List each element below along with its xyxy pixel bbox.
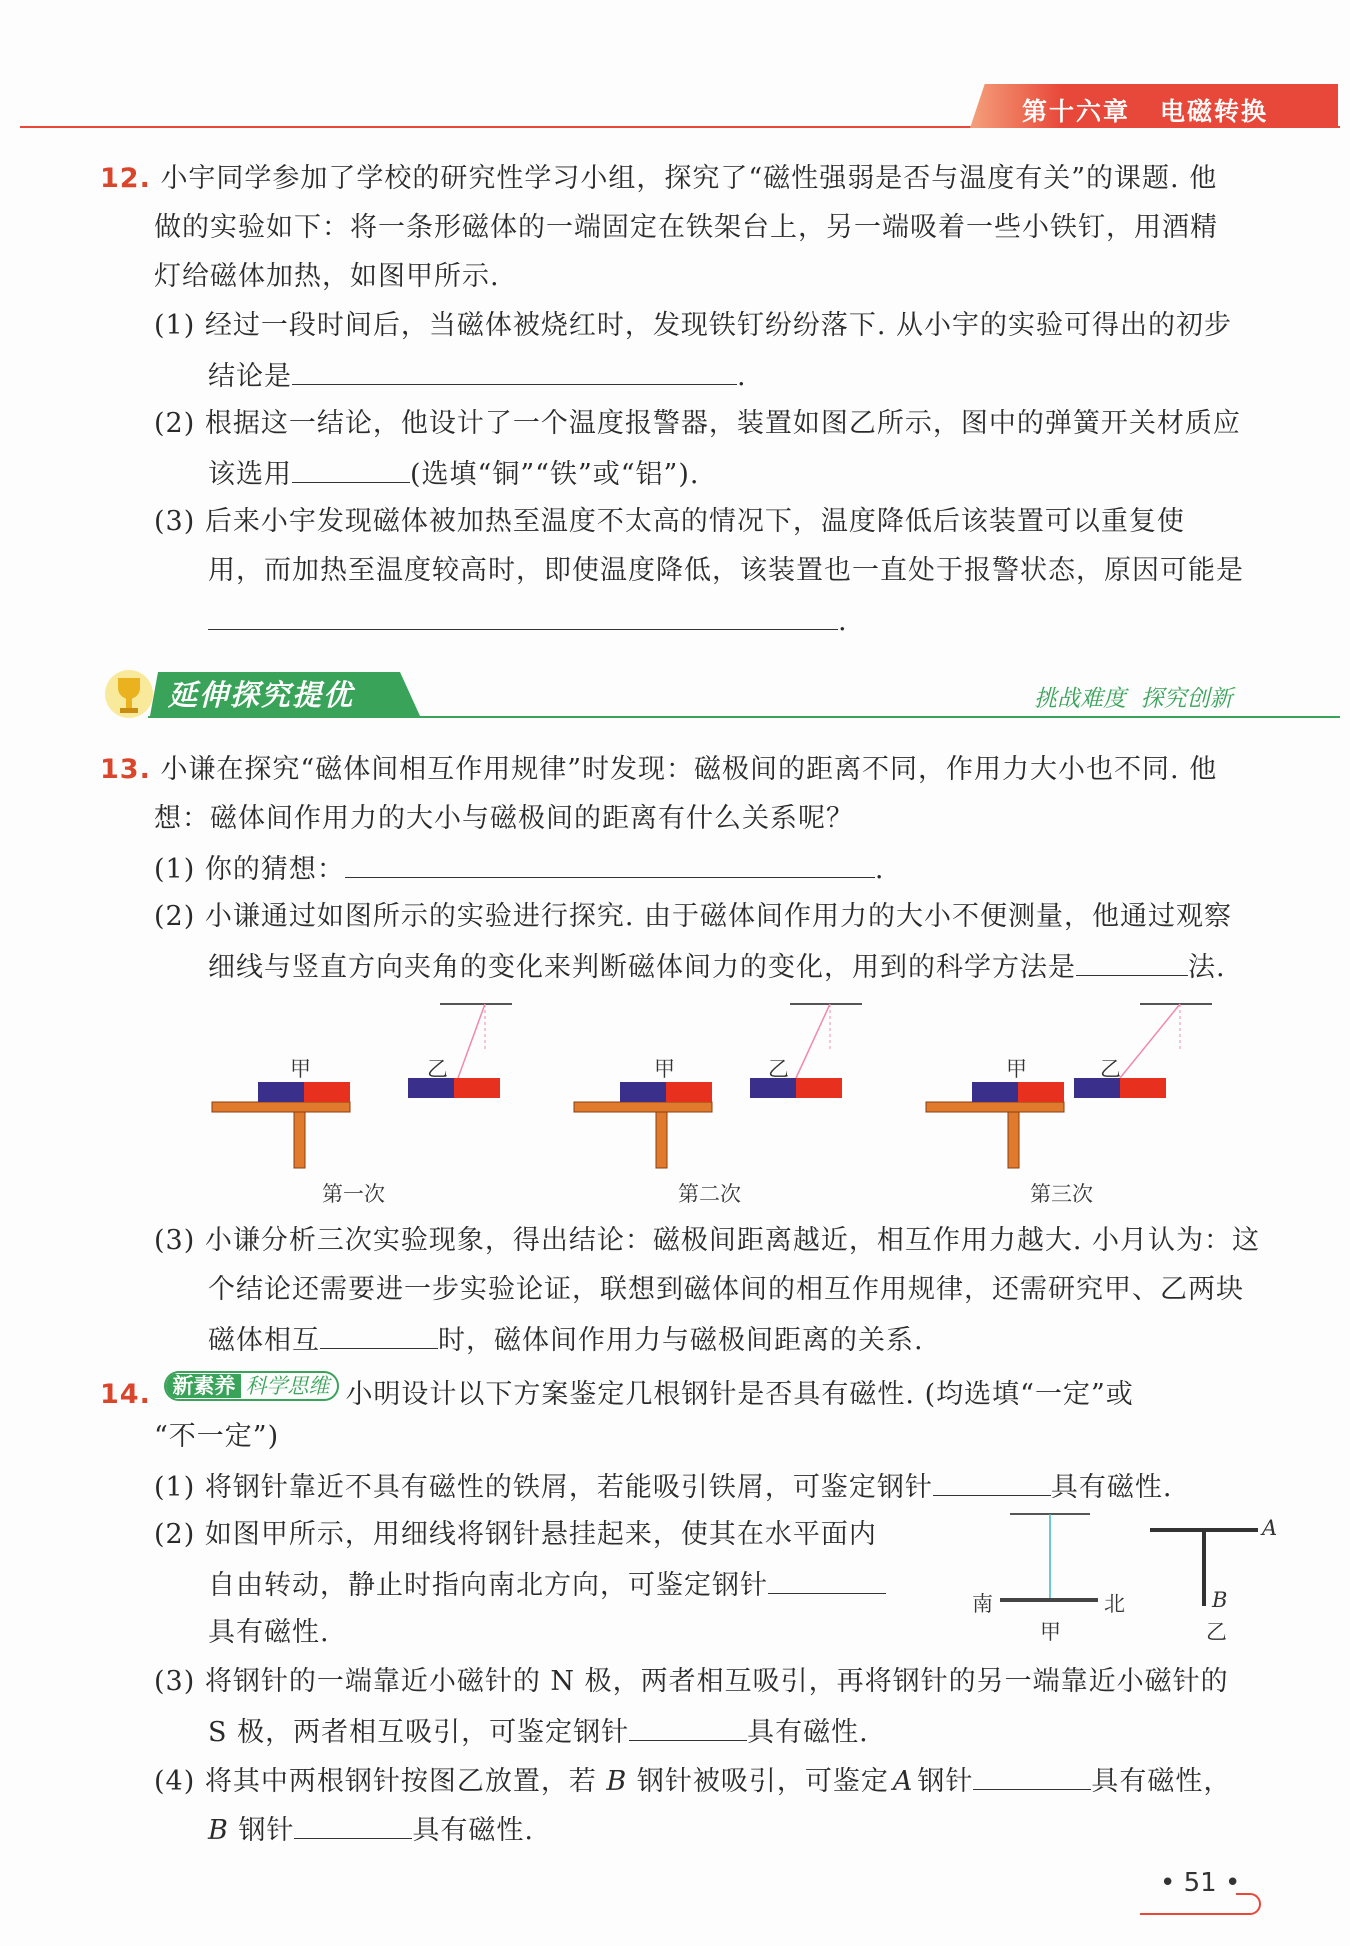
q14-p4-line2: B 钢针 具有磁性. (208, 1812, 534, 1848)
q14-p1: (1) 将钢针靠近不具有磁性的铁屑，若能吸引铁屑，可鉴定钢针 具有磁性. (154, 1469, 1172, 1505)
page-number-underline (1140, 1880, 1280, 1920)
trial-1-apparatus (212, 1004, 512, 1168)
q14-line1: 14. 新素养 科学思维 小明设计以下方案鉴定几根钢针是否具有磁性. (均选填“一定”或 (100, 1371, 1134, 1412)
q13-answer-1[interactable] (345, 851, 875, 878)
trial-3-caption: 第三次 (1030, 1182, 1093, 1206)
q14-answer-5[interactable] (294, 1812, 412, 1839)
fig-jia-label: 甲 (1040, 1620, 1061, 1644)
q14-p2-line1: (2) 如图甲所示，用细线将钢针悬挂起来，使其在水平面内 (154, 1519, 877, 1550)
q12-line2: 做的实验如下：将一条形磁体的一端固定在铁架台上，另一端吸着一些小铁钉，用酒精 (154, 212, 1218, 243)
north-label: 北 (1104, 1592, 1125, 1616)
section-title: 延伸探究提优 (168, 678, 355, 712)
q13-number: 13. (100, 754, 151, 785)
suspended-needle (1000, 1514, 1098, 1600)
needle-b-label: B (1212, 1588, 1228, 1612)
q12-p2-line1: (2) 根据这一结论，他设计了一个温度报警器，装置如图乙所示，图中的弹簧开关材质应 (154, 408, 1241, 439)
q13-p3-line2: 个结论还需要进一步实验论证，联想到磁体间的相互作用规律，还需研究甲、乙两块 (208, 1274, 1244, 1305)
q12-p1-line1: (1) 经过一段时间后，当磁体被烧红时，发现铁钉纷纷落下. 从小宇的实验可得出的初步 (154, 310, 1232, 341)
q14-line2: “不一定”) (154, 1421, 280, 1452)
q12-p2-line2: 该选用 (选填“铜”“铁”或“铝”). (208, 456, 699, 492)
q13-line2: 想：磁体间作用力的大小与磁极间的距离有什么关系呢？ (154, 803, 854, 834)
q14-answer-2[interactable] (768, 1567, 886, 1594)
q12-p1-line2: 结论是 . (208, 358, 747, 394)
page-number: • 51 • (1160, 1868, 1241, 1898)
q13-answer-2[interactable] (1076, 949, 1188, 976)
trophy-icon (105, 670, 153, 718)
q12-answer-2[interactable] (292, 456, 410, 483)
needle-a-label: A (1262, 1516, 1278, 1540)
q14-answer-3[interactable] (629, 1714, 747, 1741)
trial-3-apparatus (926, 1004, 1212, 1168)
header-chapter: 第十六章 (1022, 97, 1131, 126)
q13-answer-3[interactable] (320, 1322, 438, 1349)
trial-2-apparatus (574, 1004, 862, 1168)
header-title: 电磁转换 (1160, 97, 1269, 126)
t-needles (1150, 1530, 1258, 1606)
trial-1-jia-label: 甲 (290, 1057, 311, 1081)
q14-p3-line1: (3) 将钢针的一端靠近小磁针的 N 极，两者相互吸引，再将钢针的另一端靠近小磁针的 (154, 1666, 1229, 1697)
trial-2-yi-label: 乙 (768, 1057, 789, 1081)
fig-yi-label: 乙 (1206, 1620, 1227, 1644)
q12-number: 12. (100, 163, 151, 194)
q12-p3-line3: . (208, 603, 848, 639)
q13-p2-line1: (2) 小谦通过如图所示的实验进行探究. 由于磁体间作用力的大小不便测量，他通过观察 (154, 901, 1232, 932)
q14-number: 14. (100, 1379, 151, 1410)
q13-p3-line3: 磁体相互 时，磁体间作用力与磁极间距离的关系. (208, 1322, 924, 1358)
q13-p1: (1) 你的猜想： . (154, 851, 884, 887)
section-tagline: 挑战难度 探究创新 (1034, 686, 1233, 712)
q13-p2-line2: 细线与竖直方向夹角的变化来判断磁体间力的变化，用到的科学方法是 法. (208, 949, 1226, 985)
q12-answer-1[interactable] (292, 358, 737, 385)
q14-p2-line2: 自由转动，静止时指向南北方向，可鉴定钢针 (208, 1567, 886, 1603)
q12-answer-3[interactable] (208, 603, 838, 630)
trial-2-jia-label: 甲 (654, 1057, 675, 1081)
q14-badge: 新素养 科学思维 (164, 1371, 339, 1401)
trial-1-yi-label: 乙 (427, 1057, 448, 1081)
south-label: 南 (972, 1592, 993, 1616)
q14-p2-line3: 具有磁性. (208, 1617, 330, 1648)
q13-p3-line1: (3) 小谦分析三次实验现象，得出结论：磁极间距离越近，相互作用力越大. 小月认为：这 (154, 1225, 1260, 1256)
q13-line1: 13. 小谦在探究“磁体间相互作用规律”时发现：磁极间的距离不同，作用力大小也不同. 他 (100, 754, 1218, 785)
q12-p3-line1: (3) 后来小宇发现磁体被加热至温度不太高的情况下，温度降低后该装置可以重复使 (154, 506, 1185, 537)
q14-answer-1[interactable] (933, 1469, 1051, 1496)
q14-p4-line1: (4) 将其中两根钢针按图乙放置，若 B 钢针被吸引，可鉴定 A 钢针 具有磁性， (154, 1763, 1231, 1799)
q14-p3-line2: S 极，两者相互吸引，可鉴定钢针 具有磁性. (208, 1714, 869, 1750)
trial-2-caption: 第二次 (678, 1182, 741, 1206)
trial-1-caption: 第一次 (322, 1182, 385, 1206)
q12-line1: 12. 小宇同学参加了学校的研究性学习小组，探究了“磁性强弱是否与温度有关”的课题. 他 (100, 163, 1218, 194)
q12-p3-line2: 用，而加热至温度较高时，即使温度降低，该装置也一直处于报警状态，原因可能是 (208, 555, 1244, 586)
trial-3-yi-label: 乙 (1100, 1057, 1121, 1081)
q14-answer-4[interactable] (973, 1763, 1091, 1790)
q12-line3: 灯给磁体加热，如图甲所示. (154, 261, 500, 292)
q13-figure (200, 990, 1220, 1210)
trial-3-jia-label: 甲 (1006, 1057, 1027, 1081)
